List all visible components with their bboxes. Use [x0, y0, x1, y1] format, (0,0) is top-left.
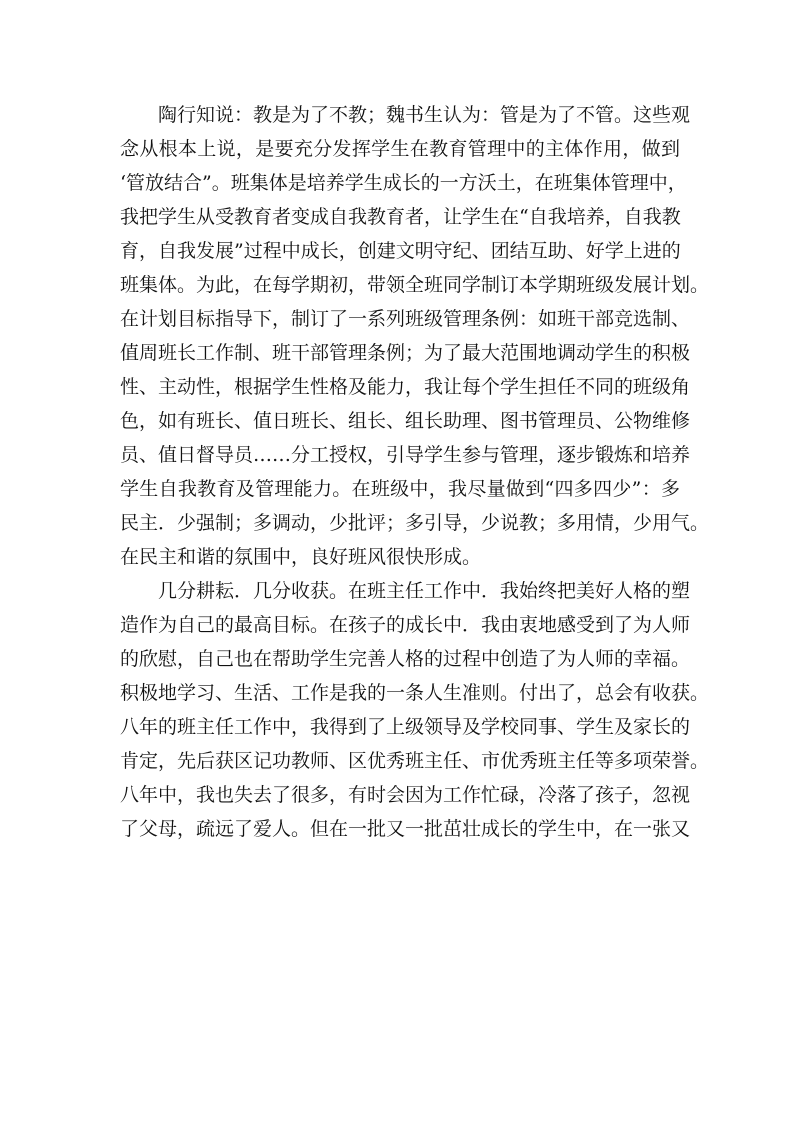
text-line: 班集体。为此，在每学期初，带领全班同学制订本学期班级发展计划。: [120, 274, 710, 296]
paragraph-1: [120, 98, 710, 574]
text-line: 育，自我发展”过程中成长，创建文明守纪、团结互助、好学上进的: [120, 240, 681, 262]
text-line: 我把学生从受教育者变成自我教育者，让学生在“自我培养，自我教: [120, 206, 681, 228]
text-line: 积极地学习、生活、工作是我的一条人生准则。付出了，总会有收获。: [120, 682, 710, 704]
text-line: 念从根本上说，是要充分发挥学生在教育管理中的主体作用，做到: [120, 138, 680, 160]
text-line: 八年中，我也失去了很多，有时会因为工作忙碌，冷落了孩子，忽视: [120, 784, 691, 806]
text-line: 学生自我教育及管理能力。在班级中，我尽量做到“四多四少”：多: [120, 478, 680, 500]
text-line: 值周班长工作制、班干部管理条例；为了最大范围地调动学生的积极: [120, 342, 691, 364]
text-line: ‘管放结合”。班集体是培养学生成长的一方沃土，在班集体管理中，: [120, 172, 687, 194]
document-body: [120, 98, 710, 846]
paragraph-2: [120, 574, 710, 846]
text-line: 的欣慰，自己也在帮助学生完善人格的过程中创造了为人师的幸福。: [120, 648, 691, 670]
text-line: 色，如有班长、值日班长、组长、组长助理、图书管理员、公物维修: [120, 410, 691, 432]
text-line: 八年的班主任工作中，我得到了上级领导及学校同事、学生及家长的: [120, 716, 691, 738]
text-line: 几分耕耘．几分收获。在班主任工作中．我始终把美好人格的塑: [158, 580, 691, 602]
text-line: 了父母，疏远了爱人。但在一批又一批茁壮成长的学生中，在一张又: [120, 818, 691, 840]
text-line: 员、值日督导员……分工授权，引导学生参与管理，逐步锻炼和培养: [120, 444, 691, 466]
text-line: 民主．少强制；多调动，少批评；多引导，少说教；多用情，少用气。: [120, 512, 710, 534]
text-line: 陶行知说：教是为了不教；魏书生认为：管是为了不管。这些观: [158, 104, 691, 126]
text-line: 性、主动性，根据学生性格及能力，我让每个学生担任不同的班级角: [120, 376, 691, 398]
text-line: 在计划目标指导下，制订了一系列班级管理条例：如班干部竞选制、: [120, 308, 691, 330]
text-line: 在民主和谐的氛围中，良好班风很快形成。: [120, 546, 482, 568]
text-line: 肯定，先后获区记功教师、区优秀班主任、市优秀班主任等多项荣誉。: [120, 750, 710, 772]
text-line: 造作为自己的最高目标。在孩子的成长中．我由衷地感受到了为人师: [120, 614, 691, 636]
